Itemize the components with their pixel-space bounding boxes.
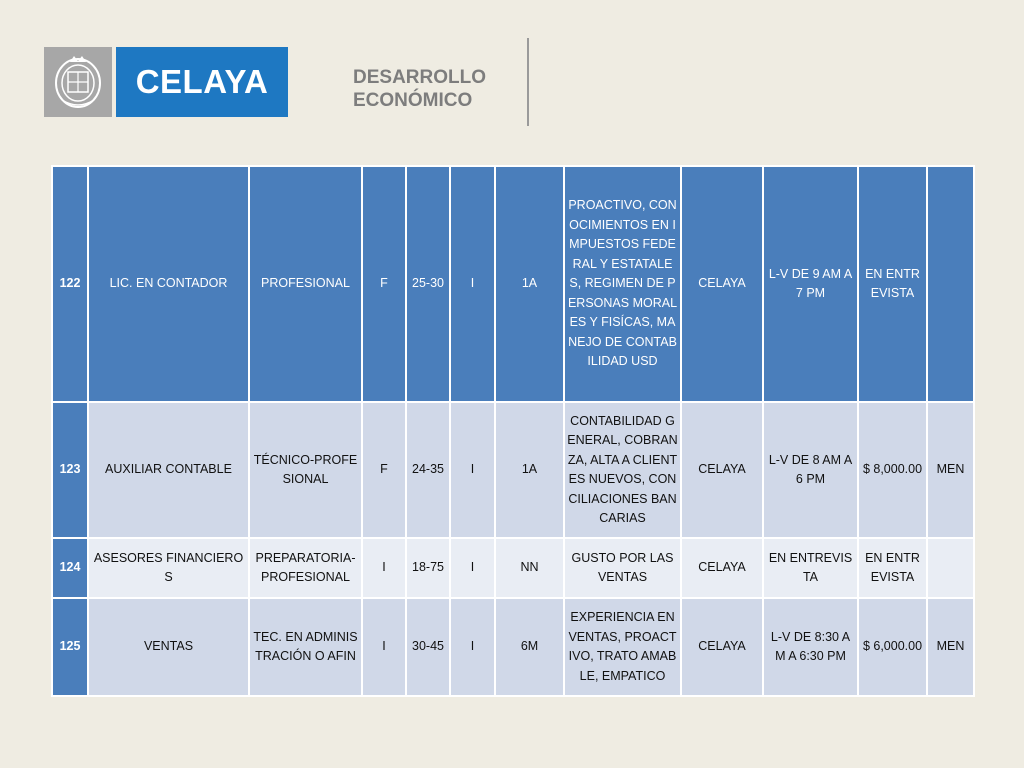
cell-escolaridad: PROFESIONAL: [249, 166, 362, 402]
cell-id: 122: [52, 166, 88, 402]
cell-experiencia: NN: [495, 538, 564, 598]
cell-horario: L-V DE 8 AM A 6 PM: [763, 402, 858, 538]
cell-sexo: F: [362, 166, 406, 402]
cell-experiencia: 6M: [495, 598, 564, 696]
cell-escolaridad: TEC. EN ADMINISTRACIÓN O AFIN: [249, 598, 362, 696]
department-title-line2: ECONÓMICO: [353, 90, 473, 111]
cell-lugar: CELAYA: [681, 402, 763, 538]
cell-id: 125: [52, 598, 88, 696]
cell-requisitos: CONTABILIDAD GENERAL, COBRANZA, ALTA A CLIENTES NUEVOS, CONCILIACIONES BANCARIAS: [564, 402, 681, 538]
cell-experiencia: 1A: [495, 166, 564, 402]
job-openings-table: [51, 165, 975, 697]
cell-puesto: AUXILIAR CONTABLE: [88, 402, 249, 538]
celaya-brand-logo: [116, 47, 288, 117]
cell-escolaridad: PREPARATORIA-PROFESIONAL: [249, 538, 362, 598]
cell-escolaridad: TÉCNICO-PROFESIONAL: [249, 402, 362, 538]
table-row: [52, 402, 974, 538]
department-title-line1: DESARROLLO: [353, 67, 486, 88]
table-row: [52, 166, 974, 402]
cell-estado: I: [450, 598, 495, 696]
cell-edad: 24-35: [406, 402, 450, 538]
department-title: [353, 66, 486, 112]
cell-horario: L-V DE 9 AM A 7 PM: [763, 166, 858, 402]
cell-periodo: [927, 166, 974, 402]
cell-puesto: VENTAS: [88, 598, 249, 696]
cell-sueldo: $ 6,000.00: [858, 598, 927, 696]
cell-requisitos: GUSTO POR LAS VENTAS: [564, 538, 681, 598]
table-row: [52, 598, 974, 696]
cell-edad: 25-30: [406, 166, 450, 402]
cell-sueldo: EN ENTREVISTA: [858, 166, 927, 402]
cell-horario: EN ENTREVISTA: [763, 538, 858, 598]
cell-periodo: MEN: [927, 402, 974, 538]
header-divider: [527, 38, 529, 126]
cell-requisitos: PROACTIVO, CONOCIMIENTOS EN IMPUESTOS FEDERAL Y ESTATALES, REGIMEN DE PERSONAS MORALES Y FISÍCAS, MANEJO DE CONTABILIDAD USD: [564, 166, 681, 402]
cell-horario: L-V DE 8:30 AM A 6:30 PM: [763, 598, 858, 696]
cell-edad: 30-45: [406, 598, 450, 696]
cell-id: 124: [52, 538, 88, 598]
cell-id: 123: [52, 402, 88, 538]
cell-sueldo: EN ENTREVISTA: [858, 538, 927, 598]
cell-estado: I: [450, 538, 495, 598]
cell-lugar: CELAYA: [681, 598, 763, 696]
cell-sueldo: $ 8,000.00: [858, 402, 927, 538]
cell-puesto: LIC. EN CONTADOR: [88, 166, 249, 402]
cell-requisitos: EXPERIENCIA EN VENTAS, PROACTIVO, TRATO AMABLE, EMPATICO: [564, 598, 681, 696]
cell-sexo: I: [362, 538, 406, 598]
brand-name: CELAYA: [135, 63, 269, 100]
cell-periodo: [927, 538, 974, 598]
cell-estado: I: [450, 402, 495, 538]
cell-periodo: MEN: [927, 598, 974, 696]
cell-experiencia: 1A: [495, 402, 564, 538]
coat-of-arms-icon: [50, 52, 106, 112]
cell-lugar: CELAYA: [681, 166, 763, 402]
city-seal-logo: [44, 47, 112, 117]
cell-estado: I: [450, 166, 495, 402]
cell-sexo: F: [362, 402, 406, 538]
cell-puesto: ASESORES FINANCIEROS: [88, 538, 249, 598]
cell-lugar: CELAYA: [681, 538, 763, 598]
table-row: [52, 538, 974, 598]
cell-sexo: I: [362, 598, 406, 696]
header: [0, 0, 1024, 140]
cell-edad: 18-75: [406, 538, 450, 598]
